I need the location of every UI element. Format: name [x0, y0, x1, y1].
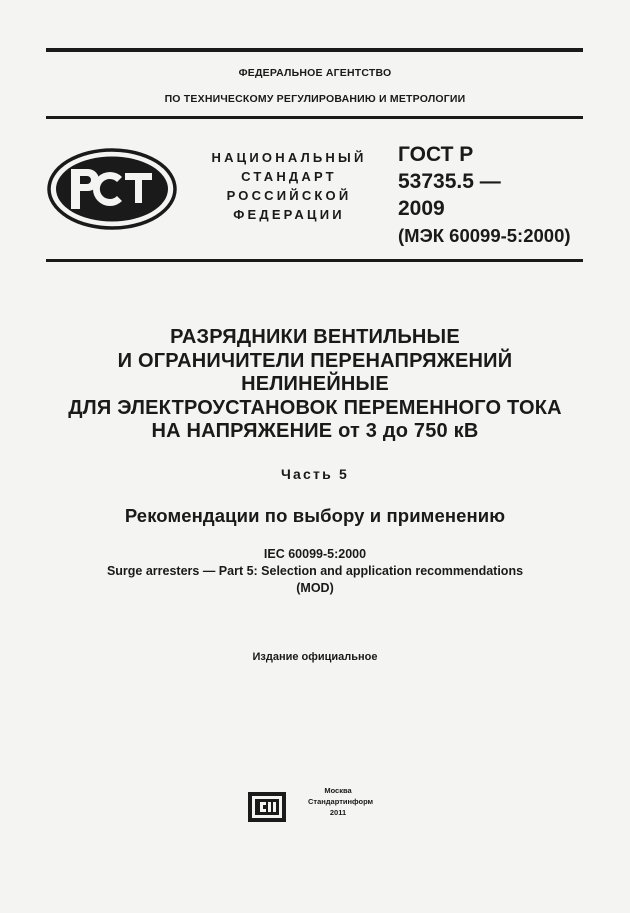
part-subtitle: Рекомендации по выбору и применению [124, 505, 506, 526]
standard-type-line-3: РОССИЙСКОЙ [226, 188, 352, 203]
header-rule [46, 259, 583, 262]
iec-number: IEC 60099-5:2000 [263, 547, 367, 561]
designation-line-3: 2009 [398, 197, 445, 220]
designation-line-2: 53735.5 — [398, 170, 501, 193]
title-line-5: НА НАПРЯЖЕНИЕ от 3 до 750 кВ [151, 420, 479, 442]
publisher-year: 2011 [329, 808, 347, 817]
publisher-imprint [308, 785, 374, 818]
standartinform-logo-icon [248, 792, 286, 827]
agency-rule [46, 116, 583, 119]
standard-type-line-2: СТАНДАРТ [241, 169, 337, 184]
standard-type-line-4: ФЕДЕРАЦИИ [233, 207, 345, 222]
publisher-city: Москва [324, 786, 352, 795]
title-line-3: НЕЛИНЕЙНЫЕ [241, 373, 389, 395]
title-line-2: И ОГРАНИЧИТЕЛИ ПЕРЕНАПРЯЖЕНИЙ [117, 349, 513, 372]
iec-english-title: Surge arresters — Part 5: Selection and application recommendations [106, 564, 524, 578]
iec-reference [0, 546, 630, 597]
designation-line-4: (МЭК 60099-5:2000) [398, 225, 571, 246]
agency-line-2: ПО ТЕХНИЧЕСКОМУ РЕГУЛИРОВАНИЮ И МЕТРОЛОГИИ [164, 93, 466, 105]
agency-line-1: ФЕДЕРАЛЬНОЕ АГЕНТСТВО [238, 67, 392, 79]
title-line-4: ДЛЯ ЭЛЕКТРОУСТАНОВОК ПЕРЕМЕННОГО ТОКА [68, 396, 562, 419]
standard-designation [398, 141, 571, 249]
publisher-name: Стандартинформ [308, 797, 374, 806]
standard-type-line-1: НАЦИОНАЛЬНЫЙ [211, 150, 367, 165]
document-title [0, 326, 630, 444]
part-number: Часть 5 [281, 466, 349, 482]
title-line-1: РАЗРЯДНИКИ ВЕНТИЛЬНЫЕ [170, 326, 460, 348]
top-rule [46, 48, 583, 52]
iec-modification: (MOD) [296, 581, 334, 595]
edition-note: Издание официальное [252, 651, 378, 663]
designation-line-1: ГОСТ Р [398, 143, 474, 166]
standard-type [200, 148, 378, 224]
rst-certification-mark-icon [46, 147, 178, 236]
